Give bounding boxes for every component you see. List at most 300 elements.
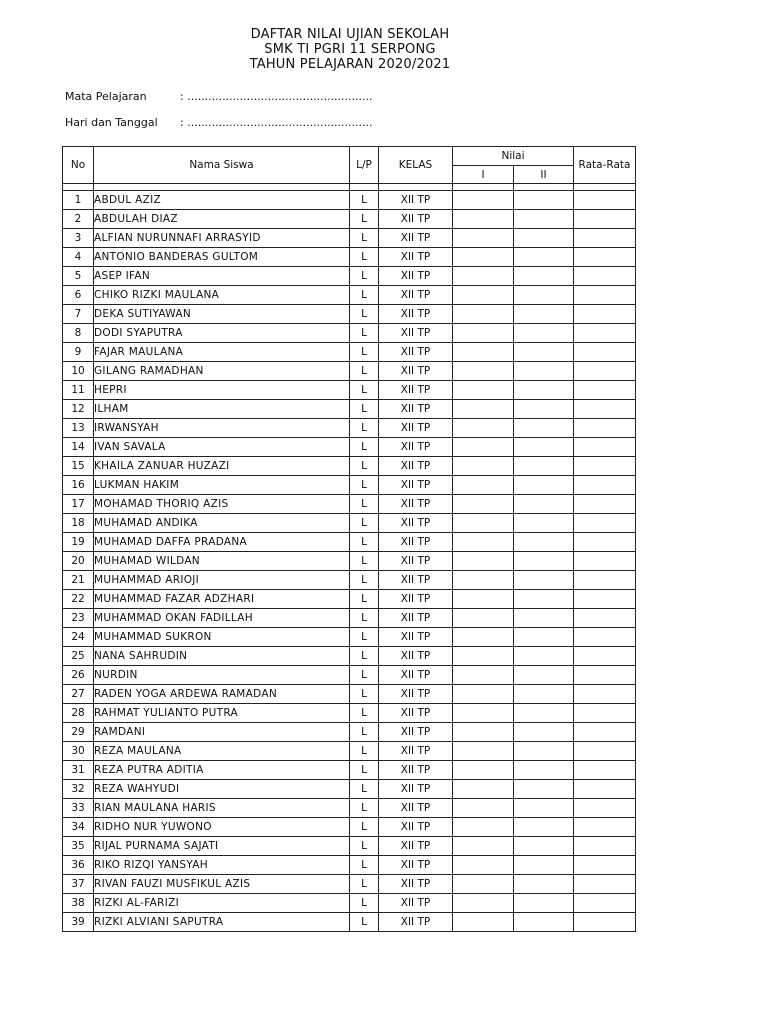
row-number: 9 bbox=[63, 343, 94, 362]
student-gender: L bbox=[350, 191, 379, 210]
row-number: 27 bbox=[63, 685, 94, 704]
score-2-cell[interactable] bbox=[514, 210, 574, 229]
row-number: 18 bbox=[63, 514, 94, 533]
student-name: RAMDANI bbox=[94, 723, 350, 742]
student-gender: L bbox=[350, 742, 379, 761]
student-class: XII TP bbox=[379, 552, 453, 571]
average-cell[interactable] bbox=[574, 856, 636, 875]
score-1-cell[interactable] bbox=[453, 248, 514, 267]
student-gender: L bbox=[350, 324, 379, 343]
table-row bbox=[63, 875, 636, 894]
student-gender: L bbox=[350, 666, 379, 685]
score-1-cell[interactable] bbox=[453, 552, 514, 571]
score-1-cell[interactable] bbox=[453, 571, 514, 590]
student-class: XII TP bbox=[379, 590, 453, 609]
student-name: MUHAMMAD FAZAR ADZHARI bbox=[94, 590, 350, 609]
score-2-cell[interactable] bbox=[514, 761, 574, 780]
average-cell[interactable] bbox=[574, 419, 636, 438]
average-cell[interactable] bbox=[574, 229, 636, 248]
student-gender: L bbox=[350, 400, 379, 419]
table-row bbox=[63, 647, 636, 666]
student-name: REZA WAHYUDI bbox=[94, 780, 350, 799]
student-gender: L bbox=[350, 362, 379, 381]
header-nilai-1: I bbox=[453, 166, 514, 184]
table-row bbox=[63, 837, 636, 856]
average-cell[interactable] bbox=[574, 191, 636, 210]
score-1-cell[interactable] bbox=[453, 628, 514, 647]
average-cell[interactable] bbox=[574, 894, 636, 913]
score-1-cell[interactable] bbox=[453, 704, 514, 723]
score-2-cell[interactable] bbox=[514, 419, 574, 438]
student-gender: L bbox=[350, 628, 379, 647]
row-number: 15 bbox=[63, 457, 94, 476]
average-cell[interactable] bbox=[574, 761, 636, 780]
row-number: 8 bbox=[63, 324, 94, 343]
student-class: XII TP bbox=[379, 685, 453, 704]
student-gender: L bbox=[350, 533, 379, 552]
score-2-cell[interactable] bbox=[514, 381, 574, 400]
student-name: REZA PUTRA ADITIA bbox=[94, 761, 350, 780]
student-class: XII TP bbox=[379, 856, 453, 875]
average-cell[interactable] bbox=[574, 533, 636, 552]
student-class: XII TP bbox=[379, 305, 453, 324]
average-cell[interactable] bbox=[574, 210, 636, 229]
row-number: 38 bbox=[63, 894, 94, 913]
table-row bbox=[63, 666, 636, 685]
student-class: XII TP bbox=[379, 514, 453, 533]
table-row bbox=[63, 533, 636, 552]
average-cell[interactable] bbox=[574, 324, 636, 343]
header-no: No bbox=[63, 147, 94, 184]
score-1-cell[interactable] bbox=[453, 875, 514, 894]
table-row bbox=[63, 818, 636, 837]
row-number: 14 bbox=[63, 438, 94, 457]
score-2-cell[interactable] bbox=[514, 533, 574, 552]
student-name: RADEN YOGA ARDEWA RAMADAN bbox=[94, 685, 350, 704]
student-class: XII TP bbox=[379, 723, 453, 742]
row-number: 26 bbox=[63, 666, 94, 685]
student-name: CHIKO RIZKI MAULANA bbox=[94, 286, 350, 305]
score-1-cell[interactable] bbox=[453, 685, 514, 704]
average-cell[interactable] bbox=[574, 457, 636, 476]
student-class: XII TP bbox=[379, 913, 453, 932]
table-row bbox=[63, 305, 636, 324]
table-row bbox=[63, 286, 636, 305]
score-2-cell[interactable] bbox=[514, 647, 574, 666]
student-gender: L bbox=[350, 875, 379, 894]
student-gender: L bbox=[350, 913, 379, 932]
table-row bbox=[63, 343, 636, 362]
row-number: 2 bbox=[63, 210, 94, 229]
score-2-cell[interactable] bbox=[514, 267, 574, 286]
average-cell[interactable] bbox=[574, 476, 636, 495]
subject-row bbox=[65, 90, 373, 103]
average-cell[interactable] bbox=[574, 780, 636, 799]
row-number: 34 bbox=[63, 818, 94, 837]
score-2-cell[interactable] bbox=[514, 590, 574, 609]
score-2-cell[interactable] bbox=[514, 856, 574, 875]
score-1-cell[interactable] bbox=[453, 856, 514, 875]
row-number: 30 bbox=[63, 742, 94, 761]
score-1-cell[interactable] bbox=[453, 818, 514, 837]
student-class: XII TP bbox=[379, 761, 453, 780]
score-1-cell[interactable] bbox=[453, 457, 514, 476]
document-title bbox=[0, 27, 700, 72]
student-name: RIZKI ALVIANI SAPUTRA bbox=[94, 913, 350, 932]
student-gender: L bbox=[350, 438, 379, 457]
row-number: 25 bbox=[63, 647, 94, 666]
score-2-cell[interactable] bbox=[514, 799, 574, 818]
row-number: 22 bbox=[63, 590, 94, 609]
student-gender: L bbox=[350, 343, 379, 362]
row-number: 19 bbox=[63, 533, 94, 552]
student-gender: L bbox=[350, 457, 379, 476]
row-number: 5 bbox=[63, 267, 94, 286]
header-nilai-2: II bbox=[514, 166, 574, 184]
student-name: ALFIAN NURUNNAFI ARRASYID bbox=[94, 229, 350, 248]
student-gender: L bbox=[350, 552, 379, 571]
row-number: 28 bbox=[63, 704, 94, 723]
score-2-cell[interactable] bbox=[514, 476, 574, 495]
score-2-cell[interactable] bbox=[514, 514, 574, 533]
score-2-cell[interactable] bbox=[514, 305, 574, 324]
row-number: 13 bbox=[63, 419, 94, 438]
score-2-cell[interactable] bbox=[514, 704, 574, 723]
average-cell[interactable] bbox=[574, 837, 636, 856]
student-name: RIJAL PURNAMA SAJATI bbox=[94, 837, 350, 856]
score-2-cell[interactable] bbox=[514, 628, 574, 647]
score-2-cell[interactable] bbox=[514, 191, 574, 210]
table-row bbox=[63, 742, 636, 761]
row-number: 4 bbox=[63, 248, 94, 267]
average-cell[interactable] bbox=[574, 799, 636, 818]
header-kelas: KELAS bbox=[379, 147, 453, 184]
student-class: XII TP bbox=[379, 286, 453, 305]
average-cell[interactable] bbox=[574, 495, 636, 514]
average-cell[interactable] bbox=[574, 400, 636, 419]
table-row bbox=[63, 552, 636, 571]
score-1-cell[interactable] bbox=[453, 381, 514, 400]
average-cell[interactable] bbox=[574, 818, 636, 837]
score-1-cell[interactable] bbox=[453, 267, 514, 286]
student-gender: L bbox=[350, 856, 379, 875]
table-row bbox=[63, 248, 636, 267]
student-class: XII TP bbox=[379, 704, 453, 723]
table-row bbox=[63, 590, 636, 609]
average-cell[interactable] bbox=[574, 286, 636, 305]
score-1-cell[interactable] bbox=[453, 343, 514, 362]
student-name: MUHAMMAD SUKRON bbox=[94, 628, 350, 647]
student-name: RIDHO NUR YUWONO bbox=[94, 818, 350, 837]
score-2-cell[interactable] bbox=[514, 343, 574, 362]
student-name: DEKA SUTIYAWAN bbox=[94, 305, 350, 324]
average-cell[interactable] bbox=[574, 343, 636, 362]
student-gender: L bbox=[350, 514, 379, 533]
student-name: ANTONIO BANDERAS GULTOM bbox=[94, 248, 350, 267]
average-cell[interactable] bbox=[574, 723, 636, 742]
student-class: XII TP bbox=[379, 324, 453, 343]
header-rata: Rata-Rata bbox=[574, 147, 636, 184]
student-gender: L bbox=[350, 818, 379, 837]
student-gender: L bbox=[350, 723, 379, 742]
table-row bbox=[63, 628, 636, 647]
score-2-cell[interactable] bbox=[514, 438, 574, 457]
score-2-cell[interactable] bbox=[514, 875, 574, 894]
table-body bbox=[63, 184, 636, 932]
score-1-cell[interactable] bbox=[453, 286, 514, 305]
table-row bbox=[63, 780, 636, 799]
score-2-cell[interactable] bbox=[514, 324, 574, 343]
average-cell[interactable] bbox=[574, 685, 636, 704]
average-cell[interactable] bbox=[574, 248, 636, 267]
average-cell[interactable] bbox=[574, 875, 636, 894]
average-cell[interactable] bbox=[574, 362, 636, 381]
average-cell[interactable] bbox=[574, 571, 636, 590]
student-name: GILANG RAMADHAN bbox=[94, 362, 350, 381]
score-1-cell[interactable] bbox=[453, 837, 514, 856]
average-cell[interactable] bbox=[574, 913, 636, 932]
student-class: XII TP bbox=[379, 343, 453, 362]
student-name: ABDULAH DIAZ bbox=[94, 210, 350, 229]
score-2-cell[interactable] bbox=[514, 685, 574, 704]
student-class: XII TP bbox=[379, 780, 453, 799]
table-row bbox=[63, 438, 636, 457]
student-name: RIAN MAULANA HARIS bbox=[94, 799, 350, 818]
row-number: 29 bbox=[63, 723, 94, 742]
student-name: LUKMAN HAKIM bbox=[94, 476, 350, 495]
table-row bbox=[63, 191, 636, 210]
row-number: 7 bbox=[63, 305, 94, 324]
student-gender: L bbox=[350, 647, 379, 666]
score-2-cell[interactable] bbox=[514, 666, 574, 685]
subject-label: Mata Pelajaran bbox=[65, 90, 147, 103]
student-gender: L bbox=[350, 837, 379, 856]
student-name: MOHAMAD THORIQ AZIS bbox=[94, 495, 350, 514]
row-number: 3 bbox=[63, 229, 94, 248]
table-row bbox=[63, 476, 636, 495]
student-class: XII TP bbox=[379, 742, 453, 761]
score-1-cell[interactable] bbox=[453, 495, 514, 514]
score-2-cell[interactable] bbox=[514, 248, 574, 267]
score-1-cell[interactable] bbox=[453, 210, 514, 229]
score-1-cell[interactable] bbox=[453, 761, 514, 780]
student-name: MUHAMMAD OKAN FADILLAH bbox=[94, 609, 350, 628]
table-row bbox=[63, 609, 636, 628]
row-number: 12 bbox=[63, 400, 94, 419]
student-class: XII TP bbox=[379, 419, 453, 438]
student-gender: L bbox=[350, 286, 379, 305]
student-class: XII TP bbox=[379, 818, 453, 837]
student-name: KHAILA ZANUAR HUZAZI bbox=[94, 457, 350, 476]
score-2-cell[interactable] bbox=[514, 894, 574, 913]
average-cell[interactable] bbox=[574, 609, 636, 628]
row-number: 23 bbox=[63, 609, 94, 628]
table-row bbox=[63, 229, 636, 248]
student-gender: L bbox=[350, 229, 379, 248]
row-number: 39 bbox=[63, 913, 94, 932]
average-cell[interactable] bbox=[574, 381, 636, 400]
table-row bbox=[63, 362, 636, 381]
score-2-cell[interactable] bbox=[514, 229, 574, 248]
student-class: XII TP bbox=[379, 894, 453, 913]
score-2-cell[interactable] bbox=[514, 780, 574, 799]
student-name: FAJAR MAULANA bbox=[94, 343, 350, 362]
student-class: XII TP bbox=[379, 381, 453, 400]
student-class: XII TP bbox=[379, 457, 453, 476]
student-class: XII TP bbox=[379, 628, 453, 647]
table-row bbox=[63, 856, 636, 875]
student-gender: L bbox=[350, 609, 379, 628]
student-class: XII TP bbox=[379, 210, 453, 229]
average-cell[interactable] bbox=[574, 514, 636, 533]
student-class: XII TP bbox=[379, 438, 453, 457]
score-1-cell[interactable] bbox=[453, 305, 514, 324]
student-gender: L bbox=[350, 761, 379, 780]
table-row bbox=[63, 894, 636, 913]
student-class: XII TP bbox=[379, 666, 453, 685]
subject-value: : ..................................................... bbox=[180, 90, 373, 103]
title-line-2: SMK TI PGRI 11 SERPONG bbox=[264, 42, 436, 57]
score-2-cell[interactable] bbox=[514, 286, 574, 305]
score-2-cell[interactable] bbox=[514, 362, 574, 381]
row-number: 31 bbox=[63, 761, 94, 780]
score-1-cell[interactable] bbox=[453, 780, 514, 799]
student-class: XII TP bbox=[379, 533, 453, 552]
table-row bbox=[63, 267, 636, 286]
score-2-cell[interactable] bbox=[514, 609, 574, 628]
score-2-cell[interactable] bbox=[514, 457, 574, 476]
student-name: MUHAMAD WILDAN bbox=[94, 552, 350, 571]
average-cell[interactable] bbox=[574, 666, 636, 685]
row-number: 20 bbox=[63, 552, 94, 571]
table-row bbox=[63, 419, 636, 438]
student-name: RIVAN FAUZI MUSFIKUL AZIS bbox=[94, 875, 350, 894]
student-class: XII TP bbox=[379, 837, 453, 856]
student-class: XII TP bbox=[379, 647, 453, 666]
average-cell[interactable] bbox=[574, 742, 636, 761]
student-gender: L bbox=[350, 799, 379, 818]
row-number: 35 bbox=[63, 837, 94, 856]
student-name: NURDIN bbox=[94, 666, 350, 685]
score-1-cell[interactable] bbox=[453, 723, 514, 742]
student-gender: L bbox=[350, 305, 379, 324]
table-row bbox=[63, 324, 636, 343]
score-2-cell[interactable] bbox=[514, 400, 574, 419]
average-cell[interactable] bbox=[574, 590, 636, 609]
student-name: ILHAM bbox=[94, 400, 350, 419]
student-class: XII TP bbox=[379, 799, 453, 818]
score-2-cell[interactable] bbox=[514, 742, 574, 761]
score-2-cell[interactable] bbox=[514, 837, 574, 856]
score-1-cell[interactable] bbox=[453, 362, 514, 381]
average-cell[interactable] bbox=[574, 647, 636, 666]
score-1-cell[interactable] bbox=[453, 913, 514, 932]
student-name: ASEP IFAN bbox=[94, 267, 350, 286]
student-class: XII TP bbox=[379, 400, 453, 419]
score-1-cell[interactable] bbox=[453, 514, 514, 533]
score-1-cell[interactable] bbox=[453, 324, 514, 343]
score-1-cell[interactable] bbox=[453, 400, 514, 419]
table-row bbox=[63, 514, 636, 533]
student-gender: L bbox=[350, 476, 379, 495]
header-nilai: Nilai bbox=[453, 147, 574, 166]
student-name: ABDUL AZIZ bbox=[94, 191, 350, 210]
score-1-cell[interactable] bbox=[453, 894, 514, 913]
score-1-cell[interactable] bbox=[453, 742, 514, 761]
student-class: XII TP bbox=[379, 248, 453, 267]
score-2-cell[interactable] bbox=[514, 495, 574, 514]
score-1-cell[interactable] bbox=[453, 609, 514, 628]
row-number: 37 bbox=[63, 875, 94, 894]
row-number: 11 bbox=[63, 381, 94, 400]
row-number: 32 bbox=[63, 780, 94, 799]
table-row bbox=[63, 685, 636, 704]
score-1-cell[interactable] bbox=[453, 647, 514, 666]
score-2-cell[interactable] bbox=[514, 723, 574, 742]
row-number: 24 bbox=[63, 628, 94, 647]
score-1-cell[interactable] bbox=[453, 191, 514, 210]
average-cell[interactable] bbox=[574, 704, 636, 723]
student-gender: L bbox=[350, 381, 379, 400]
student-gender: L bbox=[350, 210, 379, 229]
student-gender: L bbox=[350, 419, 379, 438]
student-name: RIKO RIZQI YANSYAH bbox=[94, 856, 350, 875]
table-row bbox=[63, 381, 636, 400]
table-row bbox=[63, 913, 636, 932]
grades-table bbox=[62, 146, 636, 932]
score-1-cell[interactable] bbox=[453, 229, 514, 248]
score-1-cell[interactable] bbox=[453, 476, 514, 495]
student-class: XII TP bbox=[379, 362, 453, 381]
average-cell[interactable] bbox=[574, 438, 636, 457]
row-number: 17 bbox=[63, 495, 94, 514]
score-1-cell[interactable] bbox=[453, 533, 514, 552]
average-cell[interactable] bbox=[574, 628, 636, 647]
student-class: XII TP bbox=[379, 495, 453, 514]
student-gender: L bbox=[350, 704, 379, 723]
average-cell[interactable] bbox=[574, 552, 636, 571]
student-name: DODI SYAPUTRA bbox=[94, 324, 350, 343]
student-gender: L bbox=[350, 685, 379, 704]
score-1-cell[interactable] bbox=[453, 590, 514, 609]
student-name: MUHAMMAD ARIOJI bbox=[94, 571, 350, 590]
student-name: REZA MAULANA bbox=[94, 742, 350, 761]
score-2-cell[interactable] bbox=[514, 552, 574, 571]
score-2-cell[interactable] bbox=[514, 818, 574, 837]
average-cell[interactable] bbox=[574, 267, 636, 286]
table-row bbox=[63, 799, 636, 818]
student-class: XII TP bbox=[379, 571, 453, 590]
score-1-cell[interactable] bbox=[453, 419, 514, 438]
date-value: : ..................................................... bbox=[180, 116, 373, 129]
score-2-cell[interactable] bbox=[514, 913, 574, 932]
average-cell[interactable] bbox=[574, 305, 636, 324]
score-1-cell[interactable] bbox=[453, 438, 514, 457]
row-number: 1 bbox=[63, 191, 94, 210]
row-number: 16 bbox=[63, 476, 94, 495]
student-gender: L bbox=[350, 267, 379, 286]
date-label: Hari dan Tanggal bbox=[65, 116, 158, 129]
student-gender: L bbox=[350, 248, 379, 267]
student-class: XII TP bbox=[379, 229, 453, 248]
score-1-cell[interactable] bbox=[453, 666, 514, 685]
student-name: MUHAMAD DAFFA PRADANA bbox=[94, 533, 350, 552]
table-row bbox=[63, 761, 636, 780]
score-2-cell[interactable] bbox=[514, 571, 574, 590]
student-class: XII TP bbox=[379, 609, 453, 628]
student-name: IVAN SAVALA bbox=[94, 438, 350, 457]
score-1-cell[interactable] bbox=[453, 799, 514, 818]
